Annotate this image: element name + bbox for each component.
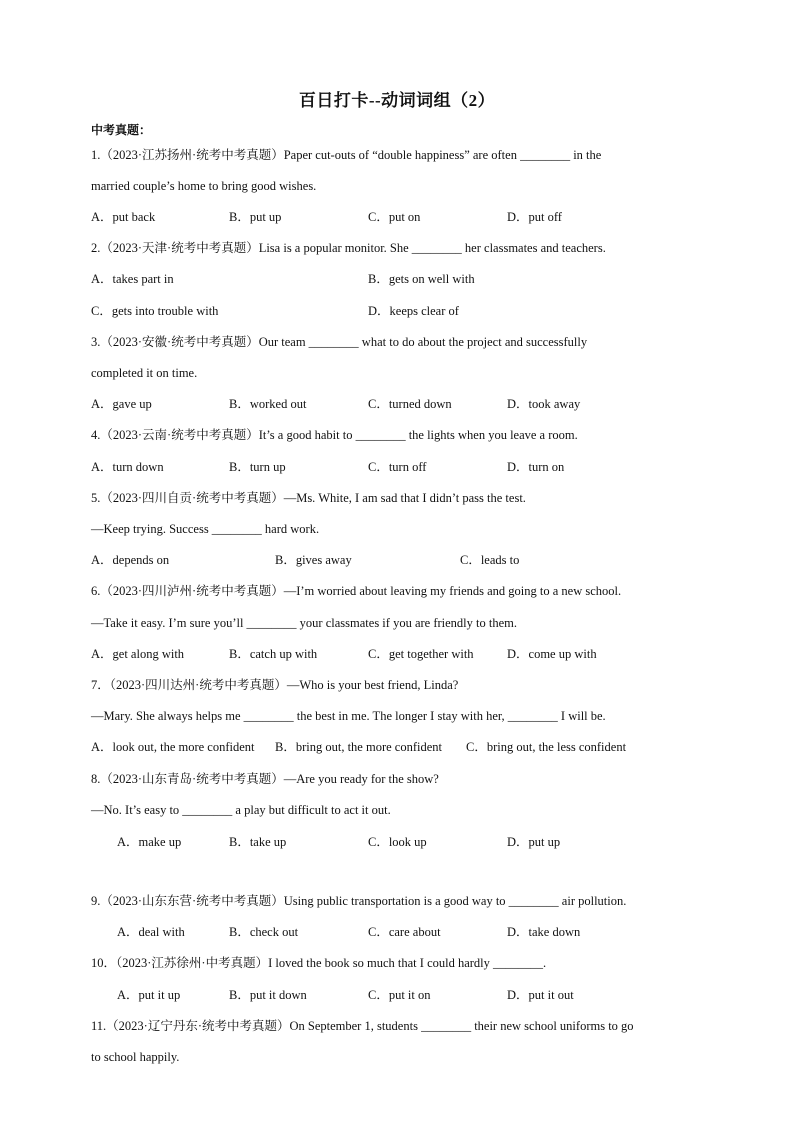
- q3-option-c: C．turned down: [368, 397, 452, 411]
- q9-option-c: C．care about: [368, 925, 441, 939]
- q8-line-2: —No. It’s easy to ________ a play but difficult to act it out.: [91, 803, 391, 817]
- q9-option-b: B．check out: [229, 925, 299, 939]
- q5-line-2: —Keep trying. Success ________ hard work.: [91, 522, 320, 536]
- q1-line-1: 1.（2023·江苏扬州·统考中考真题）Paper cut-outs of “double happiness” are often ________ in the: [91, 148, 602, 162]
- q3-option-a: A．gave up: [91, 397, 152, 411]
- q2-line-1: 2.（2023·天津·统考中考真题）Lisa is a popular monitor. She ________ her classmates and teachers.: [91, 241, 606, 255]
- q4-option-b: B．turn up: [229, 460, 286, 474]
- q10-line-1: 10．（2023·江苏徐州·中考真题）I loved the book so much that I could hardly ________.: [91, 956, 547, 970]
- q10-option-a: A．put it up: [117, 988, 181, 1002]
- q1-option-a: A．put back: [91, 210, 156, 224]
- q2-option-c: C．gets into trouble with: [91, 304, 219, 318]
- q11-line-1: 11.（2023·辽宁丹东·统考中考真题）On September 1, students ________ their new school uniforms to go: [91, 1019, 634, 1033]
- q3-option-d: D．took away: [507, 397, 581, 411]
- q5-line-1: 5.（2023·四川自贡·统考中考真题）—Ms. White, I am sad that I didn’t pass the test.: [91, 491, 526, 505]
- q9-option-a: A．deal with: [117, 925, 185, 939]
- q8-option-b: B．take up: [229, 835, 287, 849]
- section-heading: 中考真题：: [91, 123, 152, 137]
- q2-option-b: B．gets on well with: [368, 272, 475, 286]
- q6-option-c: C．get together with: [368, 647, 474, 661]
- q5-option-b: B．gives away: [275, 553, 352, 567]
- q3-line-2: completed it on time.: [91, 366, 198, 380]
- q1-line-2: married couple’s home to bring good wishes.: [91, 179, 317, 193]
- q10-option-b: B．put it down: [229, 988, 307, 1002]
- q6-line-1: 6.（2023·四川泸州·统考中考真题）—I’m worried about leaving my friends and going to a new school.: [91, 584, 622, 598]
- q8-line-1: 8.（2023·山东青岛·统考中考真题）—Are you ready for the show?: [91, 772, 439, 786]
- q1-option-d: D．put off: [507, 210, 562, 224]
- q9-line-1: 9.（2023·山东东营·统考中考真题）Using public transportation is a good way to ________ air pollution.: [91, 894, 627, 908]
- q8-option-a: A．make up: [117, 835, 182, 849]
- q6-option-d: D．come up with: [507, 647, 597, 661]
- q7-option-c: C．bring out, the less confident: [466, 740, 627, 754]
- q7-option-a: A．look out, the more confident: [91, 740, 255, 754]
- q7-line-2: —Mary. She always helps me ________ the best in me. The longer I stay with her, ________ I will be.: [91, 709, 606, 723]
- q1-option-c: C．put on: [368, 210, 421, 224]
- page-title: 百日打卡--动词词组（2）: [298, 91, 496, 110]
- q10-option-d: D．put it out: [507, 988, 574, 1002]
- q4-line-1: 4.（2023·云南·统考中考真题）It’s a good habit to ________ the lights when you leave a room.: [91, 428, 578, 442]
- q8-option-d: D．put up: [507, 835, 561, 849]
- q4-option-d: D．turn on: [507, 460, 565, 474]
- q4-option-a: A．turn down: [91, 460, 164, 474]
- q3-option-b: B．worked out: [229, 397, 307, 411]
- q6-option-b: B．catch up with: [229, 647, 318, 661]
- q9-option-d: D．take down: [507, 925, 581, 939]
- q5-option-a: A．depends on: [91, 553, 170, 567]
- q4-option-c: C．turn off: [368, 460, 427, 474]
- q7-option-b: B．bring out, the more confident: [275, 740, 442, 754]
- q10-option-c: C．put it on: [368, 988, 431, 1002]
- q6-line-2: —Take it easy. I’m sure you’ll ________ your classmates if you are friendly to them.: [91, 616, 517, 630]
- q2-option-d: D．keeps clear of: [368, 304, 459, 318]
- q5-option-c: C．leads to: [460, 553, 520, 567]
- q1-option-b: B．put up: [229, 210, 282, 224]
- q11-line-2: to school happily.: [91, 1050, 180, 1064]
- q3-line-1: 3.（2023·安徽·统考中考真题）Our team ________ what to do about the project and successfully: [91, 335, 588, 349]
- q7-line-1: 7．（2023·四川达州·统考中考真题）—Who is your best friend, Linda?: [91, 678, 459, 692]
- q6-option-a: A．get along with: [91, 647, 185, 661]
- q2-option-a: A．takes part in: [91, 272, 174, 286]
- q8-option-c: C．look up: [368, 835, 427, 849]
